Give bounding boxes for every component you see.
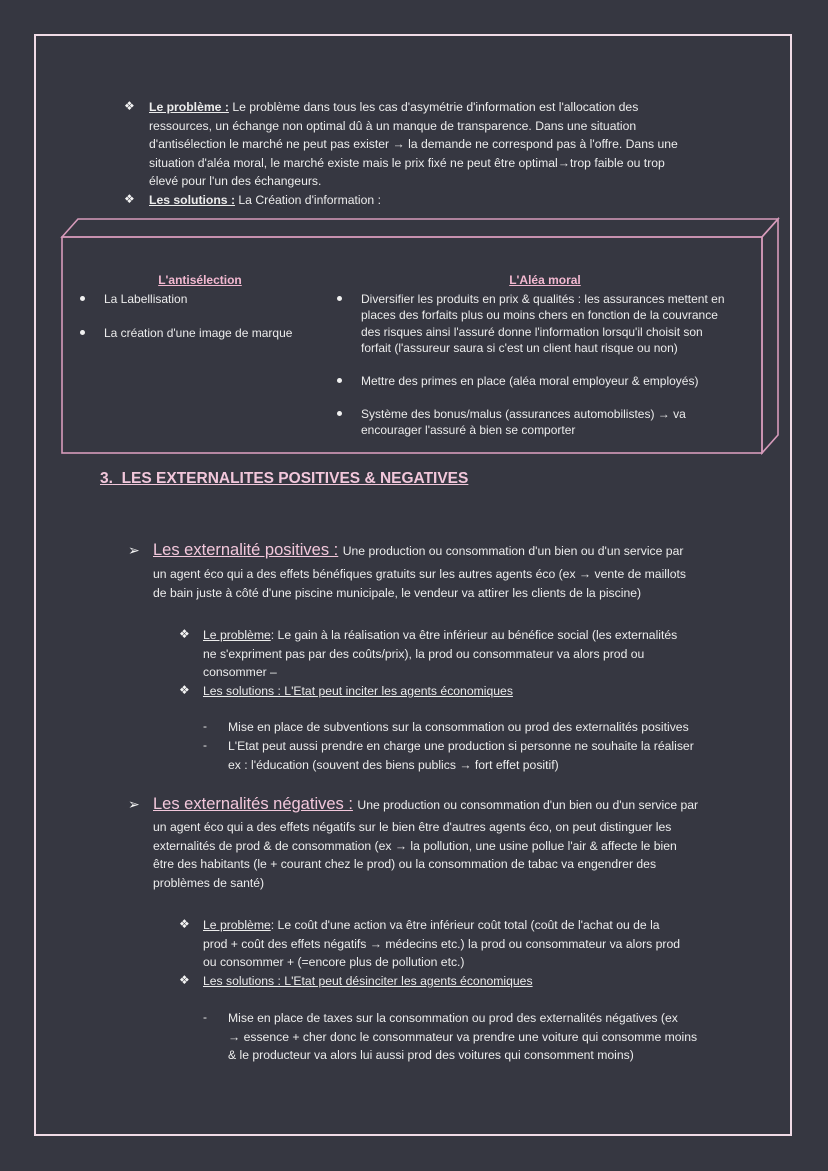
negatives-problem-line-1: ou consommer + (=encore plus de pollution etc.): [203, 955, 465, 969]
negatives-line-3: problèmes de santé): [153, 876, 265, 890]
bullet-dot: [337, 296, 342, 301]
negatives-dash-0: Mise en place de taxes sur la consommation ou prod des externalités négatives (ex → essence + cher donc le consommateur va prendre une voiture qui consomme moins & le producteur va alors lui aussi prod des voitures qui consomment moins): [228, 1011, 698, 1063]
right-item-2: Système des bonus/malus (assurances automobilistes) → va encourager l'assuré à bien se comporter: [361, 407, 686, 438]
diamond-bullet-icon: ❖: [179, 683, 190, 697]
negatives-line-0: un agent éco qui a des effets négatifs sur le bien être d'autres agents éco, on peut distinguer les: [153, 820, 672, 834]
solutions-line: [149, 191, 381, 210]
negatives-solutions: Les solutions : L'Etat peut désinciter les agents économiques: [203, 974, 533, 988]
section-3-heading: [100, 470, 468, 488]
negatives-first-line: [153, 795, 698, 815]
problem-line-1: ressources, un échange non optimal dû à un manque de transparence. Dans une situation: [149, 119, 637, 133]
negatives-line-1: externalités de prod & de consommation (ex → la pollution, une usine pollue l'air & affecte le bien: [153, 839, 677, 853]
positives-problem-line-0: ne s'expriment pas par des coûts/prix), la prod ou consommateur va alors prod ou: [203, 647, 645, 661]
problem-label: Le problème :: [149, 100, 229, 114]
negatives-problem: Le problème: Le coût d'une action va être inférieur coût total (coût de l'achat ou de la: [203, 918, 660, 932]
positives-line-1: de bain juste à côté d'une piscine municipale, le vendeur va attirer les clients de la piscine): [153, 586, 642, 600]
bullet-dot: [337, 411, 342, 416]
positives-dash-0: Mise en place de subventions sur la consommation ou prod des externalités positives: [228, 720, 689, 734]
bullet-dot: [80, 296, 85, 301]
negatives-line-2: être des habitants (le + courant chez le prod) ou la consommation de tabac va engendrer des: [153, 857, 657, 871]
solutions-text: La Création d'information :: [238, 193, 381, 207]
positives-first-text: Une production ou consommation d'un bien ou d'un service par: [342, 544, 684, 558]
problem-line-2: d'antisélection le marché ne peut pas exister → la demande ne correspond pas à l'offre. Dans une: [149, 137, 678, 151]
positives-heading: Les externalité positives :: [153, 541, 339, 559]
problem-line-0: Le problème dans tous les cas d'asymétrie d'information est l'allocation des: [232, 100, 639, 114]
right-item-1: Mettre des primes en place (aléa moral employeur & employés): [361, 374, 699, 388]
positives-first-line: [153, 541, 683, 561]
negatives-heading: Les externalités négatives :: [153, 795, 353, 813]
arrow-bullet-icon: ➢: [128, 542, 140, 558]
negatives-first-text: Une production ou consommation d'un bien ou d'un service par: [357, 798, 699, 812]
bullet-dot: [80, 330, 85, 335]
positives-problem-label: Le problème: [203, 628, 271, 642]
antiselection-title: L'antisélection: [158, 273, 242, 287]
problem-line-4: élevé pour l'un des échangeurs.: [149, 174, 322, 188]
solutions-label: Les solutions :: [149, 193, 235, 207]
diamond-bullet-icon: ❖: [124, 192, 135, 206]
diamond-bullet-icon: ❖: [124, 99, 135, 113]
negatives-problem-label: Le problème: [203, 918, 271, 932]
positives-problem: Le problème: Le gain à la réalisation va être inférieur au bénéfice social (les externalités: [203, 628, 678, 642]
section-title: LES EXTERNALITES POSITIVES & NEGATIVES: [121, 470, 469, 487]
arrow-bullet-icon: ➢: [128, 796, 140, 812]
problem-paragraph: [149, 98, 759, 117]
positives-solutions: Les solutions : L'Etat peut inciter les agents économiques: [203, 684, 513, 698]
diamond-bullet-icon: ❖: [179, 627, 190, 641]
right-item-0: Diversifier les produits en prix & qualités : les assurances mettent en places des forfaits plus ou moins chers en fonction de la couvrance des risques ainsi l'assuré donne l'information lorsqu'il choisit son forfait (l'assureur saura si c'est un client haut risque ou non): [361, 292, 725, 356]
bullet-dot: [337, 378, 342, 383]
dash-bullet: -: [203, 1010, 207, 1024]
left-item-1: La création d'une image de marque: [104, 326, 293, 340]
alea-moral-title: L'Aléa moral: [509, 273, 581, 287]
diamond-bullet-icon: ❖: [179, 973, 190, 987]
section-number: 3.: [100, 470, 113, 487]
dash-bullet: -: [203, 738, 207, 752]
positives-problem-line-1: consommer –: [203, 665, 277, 679]
left-item-0: La Labellisation: [104, 292, 188, 306]
dash-bullet: -: [203, 719, 207, 733]
problem-line-3: situation d'aléa moral, le marché existe mais le prix fixé ne peut être optimal→trop faible ou trop: [149, 156, 665, 170]
diamond-bullet-icon: ❖: [179, 917, 190, 931]
negatives-problem-line-0: prod + coût des effets négatifs → médecins etc.) la prod ou consommateur va alors prod: [203, 937, 681, 951]
positives-line-0: un agent éco qui a des effets bénéfiques gratuits sur les autres agents éco (ex → vente de maillots: [153, 567, 686, 581]
positives-dash-1: L'Etat peut aussi prendre en charge une production si personne ne souhaite la réaliser ex : l'éducation (souvent des biens publics → fort effet positif): [228, 739, 694, 772]
